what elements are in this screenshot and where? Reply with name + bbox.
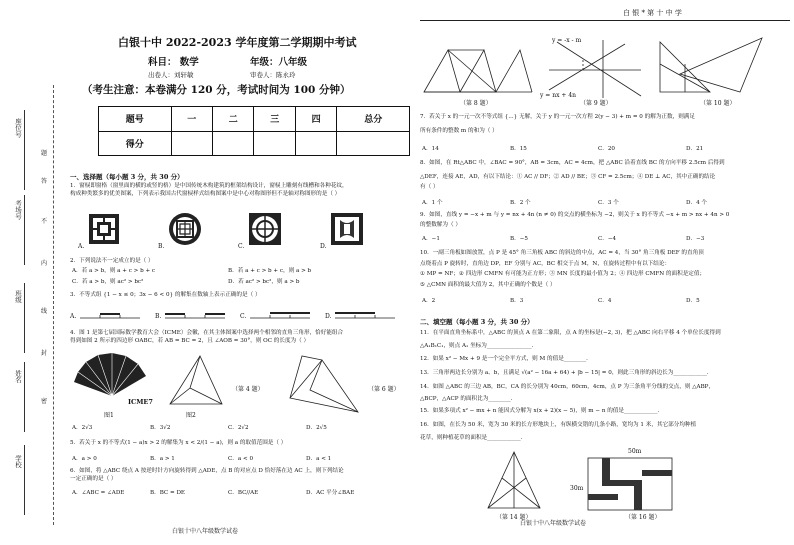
seal-char: 内 [41, 260, 48, 267]
section-2-heading: 二、填空题（每小题 3 分，共 30 分） [420, 318, 534, 326]
q4-option-d[interactable]: D．2√5 [306, 425, 327, 431]
question-1-line: 1．窗棂即窗格（窗里面的横的或竖的格）是中国传统木构建筑的框架结构设计，窗棂上雕刻有线槽和各种花纹， [70, 183, 348, 189]
q1-option-b-image [168, 212, 202, 246]
school-header: 白 银 * 第 十 中 学 [623, 9, 682, 17]
question-8-line: 有（ ） [420, 184, 439, 190]
left-footer: 白银十中八年级数学试卷 [172, 528, 239, 535]
figure-16-field [582, 450, 678, 514]
question-16-line: 花草，则种植花草的面积是____________. [420, 434, 523, 441]
q5-option-b[interactable]: B．a > 1 [150, 456, 175, 462]
score-cell[interactable] [171, 131, 212, 156]
figure-8-translation [420, 40, 538, 98]
figure-14-caption: （第 14 题） [496, 514, 532, 521]
question-1-line: 构成种类繁多的优美图案，下列表示我国古代窗棂样式结构图案中是中心对称图形但不是轴对称图形的是（ ） [70, 190, 341, 197]
question-10-line: ⑤ △CMN 面积的最大值为 2，其中正确的个数是（ ） [420, 281, 556, 288]
author-label: 出卷人：刘轩敏 [148, 71, 194, 79]
seal-char: 密 [41, 398, 48, 405]
seal-char: 答 [41, 178, 48, 185]
score-cell[interactable] [337, 131, 410, 156]
score-header: 二 [213, 107, 254, 132]
q3-option-d[interactable]: D. [325, 313, 332, 320]
figure-2-caption: 图2 [186, 412, 196, 419]
q1-option-a-image [88, 213, 120, 245]
question-15: 15．如果多项式 x² − mx + n 能因式分解为 x(x + 2)(x − 5)，则 m − n 的值是____________. [420, 408, 660, 414]
q10-option-d[interactable]: D．5 [686, 298, 700, 304]
question-11-line: △A₁B₁C₁，则点 A₁ 坐标为________________. [420, 342, 534, 349]
seal-char: 封 [41, 350, 48, 357]
figure-1-caption: 图1 [104, 412, 114, 419]
seat-number-label: 座位号 [14, 118, 22, 138]
figure-6-rotation [282, 350, 364, 416]
margin-underline [24, 195, 25, 265]
q7-option-b[interactable]: B．15 [510, 146, 527, 152]
grade-label: 年级：八年级 [250, 57, 308, 68]
seal-char: 不 [41, 218, 48, 225]
q2-option-c[interactable]: C．若 a > b，则 ac² > bc² [72, 279, 144, 285]
score-cell[interactable] [295, 131, 336, 156]
score-cell[interactable] [254, 131, 295, 156]
q4-option-c[interactable]: C．2√2 [228, 425, 249, 431]
q9-option-a[interactable]: A．−1 [422, 236, 440, 242]
question-10 [420, 250, 705, 289]
score-header: 总分 [337, 107, 410, 132]
q5-option-c[interactable]: C．a < 0 [228, 456, 254, 462]
question-9-line: 的整数解为（ ） [420, 221, 461, 228]
question-10-line: ① MP = NF；② 四边形 CMFN 有可能为正方形；③ MN 长度的最小值为 2；④ 四边形 CMFN 的面积是定值； [420, 271, 706, 277]
q1-option-a[interactable]: A. [78, 243, 85, 250]
q6-option-c[interactable]: C．BC//AE [228, 490, 259, 496]
q6-option-b[interactable]: B．BC = DE [150, 490, 186, 496]
figure-16-width-label: 50m [628, 448, 642, 455]
q10-option-a[interactable]: A．2 [422, 298, 436, 304]
q10-option-c[interactable]: C．4 [598, 298, 612, 304]
name-label: 姓名 [14, 370, 22, 383]
question-10-line: 点绕着点 P 旋转时，直角边 DP，EF 分别与 AC，BC 相交于点 M，N，在旋转过程中有以下结论： [420, 260, 671, 267]
q9-option-d[interactable]: D．−3 [686, 236, 705, 242]
margin-underline [24, 283, 25, 353]
binding-line [53, 85, 54, 525]
q7-option-c[interactable]: C．20 [598, 146, 615, 152]
right-footer: 白银十中八年级数学试卷 [520, 520, 587, 527]
q7-option-a[interactable]: A．14 [422, 146, 439, 152]
q1-option-c[interactable]: C. [238, 243, 245, 250]
question-4-line: 得到如图 2 所示的四边形 OABC，若 AB = BC = 2，且 ∠AOB = 30°，则 OC 的长度为（ ） [70, 337, 310, 344]
q4-option-b[interactable]: B．3√2 [150, 425, 171, 431]
question-16-line: 16．如图，在长为 50 米，宽为 30 米的长方形地块上，有纵横交错的几条小路，宽均为 1 米，其它部分均种植 [420, 422, 697, 428]
q6-option-d[interactable]: D．AC 平分∠BAE [306, 490, 355, 496]
question-12: 12．如果 x² − Mx + 9 是一个完全平方式，则 M 的值是________. [420, 356, 588, 362]
figure-10-triangles [650, 34, 770, 98]
question-14-line: 14．如图 △ABC 的三边 AB，BC，CA 的长分别为 40cm，60cm，4cm，点 P 为三条角平分线的交点，则 △ABP， [420, 384, 715, 390]
q2-option-b[interactable]: B．若 a + c > b + c，则 a > b [228, 268, 312, 274]
q4-option-a[interactable]: A．2√3 [72, 425, 93, 431]
section-1-heading: 一、选择题（每小题 3 分，共 30 分） [70, 173, 184, 181]
score-header: 四 [295, 107, 336, 132]
q1-option-d[interactable]: D. [320, 243, 327, 250]
figure-9-caption: （第 9 题） [580, 100, 612, 107]
figure-2-quadrilateral [160, 352, 230, 412]
score-header: 一 [171, 107, 212, 132]
q5-option-a[interactable]: A．a > 0 [72, 456, 97, 462]
figure-16-height-label: 30m [570, 485, 584, 492]
figure-9-line-graph [545, 36, 645, 100]
exam-title: 白银十中 2022-2023 学年度第二学期期中考试 [118, 36, 357, 49]
question-14-line: △BCP，△ACP 的面积比为________. [420, 395, 513, 402]
question-6-line: 一定正确的是（ ） [70, 475, 117, 482]
q8-option-a[interactable]: A．1 个 [422, 200, 443, 206]
icme-spiral-figure [72, 352, 152, 398]
reviewer-label: 审卷人：陈永玲 [250, 71, 296, 79]
q2-option-a[interactable]: A．若 a > b，则 a + c > b + c [72, 268, 156, 274]
q6-option-a[interactable]: A．∠ABC = ∠ADE [72, 490, 125, 496]
question-6-line: 6．如图，将 △ABC 绕点 A 按逆时针方向旋转得到 △ADE，点 B 的对应点 D 恰好落在边 AC 上，则下列结论 [70, 468, 344, 474]
figure-10-caption: （第 10 题） [700, 100, 736, 107]
q3-option-a[interactable]: A. [70, 313, 77, 320]
question-5: 5．若关于 x 的不等式(1 − a)x > 2 的解集为 x < 2/(1 − a)，则 a 的取值范围是（ ） [70, 440, 287, 446]
question-2: 2．下列说法不一定成立的是（ ） [70, 258, 154, 264]
question-8-line: 8．如图，在 Rt△ABC 中，∠BAC = 90°，AB = 3cm，AC = 4cm，把 △ABC 沿着直线 BC 的方向平移 2.5cm 后得到 [420, 160, 725, 166]
score-header: 题号 [99, 107, 172, 132]
question-7 [420, 114, 695, 135]
question-3: 3．不等式组 {1 − x ≤ 0；3x − 6 < 0} 的解集在数轴上表示正确的是（ ） [70, 292, 261, 298]
seal-char: 题 [41, 150, 48, 157]
question-9 [420, 212, 729, 229]
header-rule [420, 20, 790, 21]
question-11-line: 11．在平面直角坐标系中，△ABC 的顶点 A 在第二象限，点 A 的坐标是(−2, 3)，把 △ABC 向右平移 4 个单位长度得到 [420, 330, 721, 336]
q1-option-c-image [248, 212, 282, 246]
figure-9-line-1: y = -x - m [552, 37, 582, 44]
margin-underline [24, 362, 25, 432]
question-11 [420, 330, 721, 350]
q7-option-d[interactable]: D．21 [686, 146, 704, 152]
margin-underline [24, 110, 25, 190]
score-table [98, 106, 410, 156]
question-7-line: 所有条件的整数 m 的和为（ ） [420, 127, 498, 134]
school-label: 学校 [14, 455, 22, 468]
figure-6-caption: （第 6 题） [368, 386, 400, 393]
question-16 [420, 422, 696, 442]
question-7-line: 7．若关于 x 的一元一次不等式组 {...} 无解，关于 y 的一元一次方程 2(y − 3) + m = 0 的解为正数，则满足 [420, 114, 695, 120]
question-8-line: △DEF，连接 AE，AD，有以下结论：① AC // DF；② AD // BE；③ CF = 2.5cm；④ DE ⊥ AC，其中正确的结论 [420, 173, 716, 180]
q8-option-d[interactable]: D．4 个 [686, 200, 708, 206]
q5-option-d[interactable]: D．a < 1 [306, 456, 332, 462]
figure-14-triangle [484, 448, 544, 512]
figure-16-caption: （第 16 题） [625, 514, 661, 521]
question-13: 13．三角形两边长分别为 a、b，且满足 √(a² − 16a + 64) + |b − 15| = 0，则此三角形的斜边长为____________. [420, 370, 709, 376]
question-4 [70, 330, 343, 345]
figure-9-line-2: y = nx + 4n [540, 92, 577, 99]
question-8 [420, 160, 725, 192]
q9-option-b[interactable]: B．−5 [510, 236, 528, 242]
q8-option-b[interactable]: B．2 个 [510, 200, 531, 206]
question-9-line: 9．如图，直线 y = −x + m 与 y = nx + 4n (n ≠ 0) 的交点的横坐标为 −2，则关于 x 的不等式 −x + m > nx + 4n > 0 [420, 212, 730, 218]
seal-char: 线 [41, 308, 48, 315]
class-label: 班级 [14, 290, 22, 303]
exam-notice: （考生注意：本卷满分 120 分，考试时间为 100 分钟） [82, 84, 351, 96]
score-cell[interactable] [213, 131, 254, 156]
question-6 [70, 468, 344, 483]
question-14 [420, 384, 714, 403]
score-header: 三 [254, 107, 295, 132]
margin-underline [24, 445, 25, 515]
q1-option-d-image [330, 212, 364, 246]
figure-8-caption: （第 8 题） [460, 100, 492, 107]
question-10-line: 10．一副三角板如图放置，点 P 是 45° 角三角板 ABC 的斜边的中点，AC = 4，当 30° 角三角板 DEF 的直角顶 [420, 250, 704, 256]
score-row-label: 得分 [99, 131, 172, 156]
q3-option-c[interactable]: C. [240, 313, 247, 320]
question-4-line: 4．图 1 是第七届国际数学教育大会（ICME）会徽，在其主体图案中选择两个相邻的直角三角形，恰好能组合 [70, 330, 344, 336]
q3-option-b[interactable]: B. [155, 313, 162, 320]
q2-option-d[interactable]: D．若 ac² > bc²，则 a > b [228, 279, 300, 285]
subject-label: 科目： 数学 [148, 57, 199, 68]
exam-room-label: 考场号 [14, 200, 22, 220]
question-1 [70, 183, 348, 198]
q8-option-c[interactable]: C．3 个 [598, 200, 619, 206]
q1-option-b[interactable]: B. [158, 243, 165, 250]
figure-4-caption: （第 4 题） [232, 386, 264, 393]
icme-logo-text: ICME7 [128, 398, 153, 406]
q10-option-b[interactable]: B．3 [510, 298, 524, 304]
q9-option-c[interactable]: C．−4 [598, 236, 617, 242]
